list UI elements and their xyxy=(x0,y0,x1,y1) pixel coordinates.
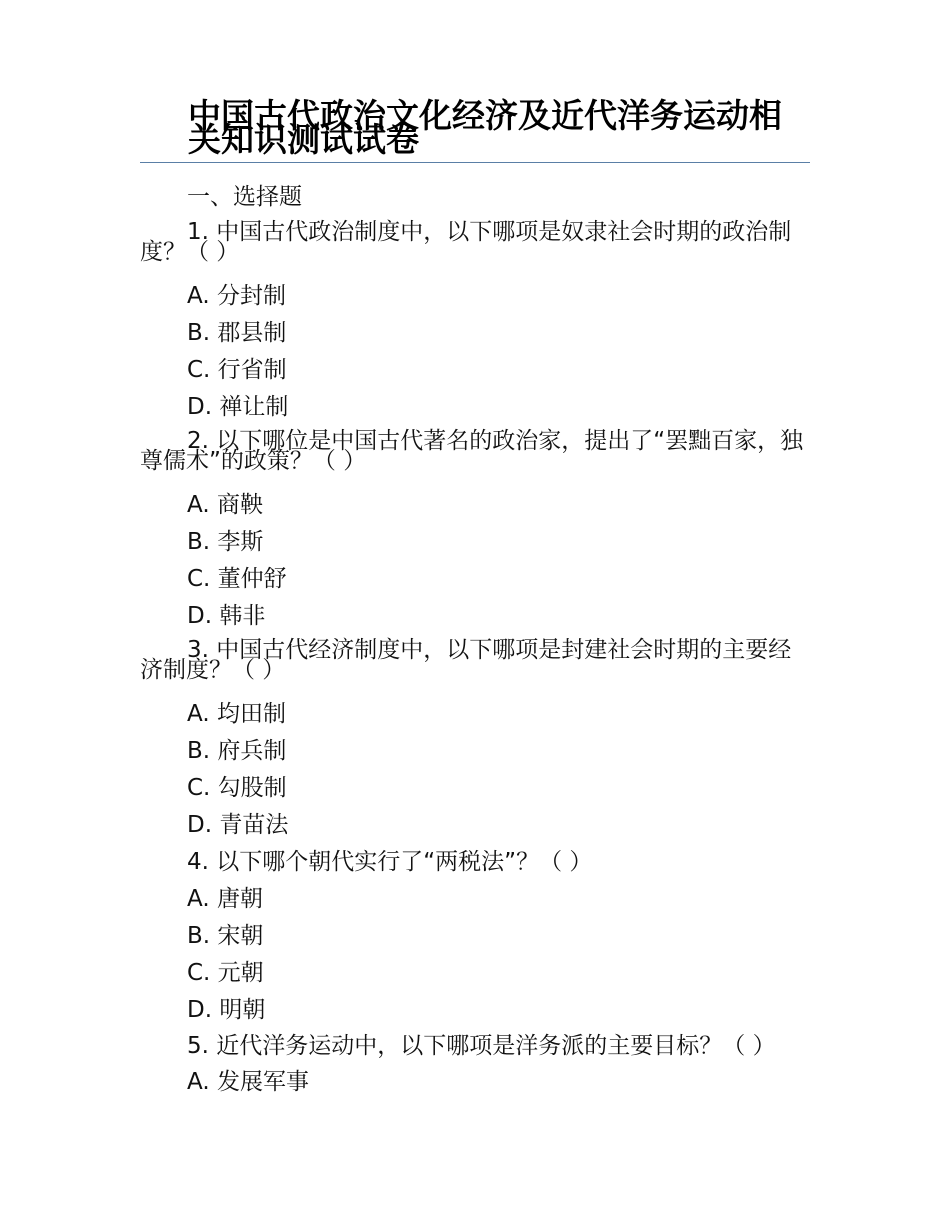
answer-option: D. 禅让制 xyxy=(187,394,289,420)
answer-option: C. 勾股制 xyxy=(187,775,287,801)
answer-option: D. 明朝 xyxy=(187,997,266,1023)
question-block xyxy=(140,428,810,629)
question-block xyxy=(140,637,810,838)
answer-option: D. 青苗法 xyxy=(187,812,289,838)
answer-option: A. 唐朝 xyxy=(187,886,263,912)
answer-option: D. 韩非 xyxy=(187,603,266,629)
answer-option: A. 分封制 xyxy=(187,283,286,309)
answer-option: C. 董仲舒 xyxy=(187,566,287,592)
answer-option: A. 发展军事 xyxy=(187,1069,309,1095)
section-heading: 一、选择题 xyxy=(187,184,302,210)
answer-option: B. 李斯 xyxy=(187,529,264,555)
answer-option: B. 郡县制 xyxy=(187,320,287,346)
question-text: 3. 中国古代经济制度中，以下哪项是封建社会时期的主要经济制度？（ ） xyxy=(140,637,792,683)
answer-option: A. 商鞅 xyxy=(187,492,263,518)
question-block xyxy=(140,219,810,420)
answer-option: C. 元朝 xyxy=(187,960,264,986)
question-text: 2. 以下哪位是中国古代著名的政治家，提出了“罢黜百家，独尊儒术”的政策？（ ） xyxy=(140,428,804,474)
document-page xyxy=(140,0,810,1095)
answer-option: B. 府兵制 xyxy=(187,738,287,764)
question-text: 5. 近代洋务运动中，以下哪项是洋务派的主要目标？（ ） xyxy=(187,1033,776,1059)
document-title: 中国古代政治文化经济及近代洋务运动相关知识测试试卷 xyxy=(188,96,782,159)
question-text: 1. 中国古代政治制度中，以下哪项是奴隶社会时期的政治制度？（ ） xyxy=(140,219,792,265)
answer-option: A. 均田制 xyxy=(187,701,286,727)
question-block xyxy=(140,1034,810,1095)
answer-option: B. 宋朝 xyxy=(187,923,264,949)
question-block xyxy=(140,849,810,1023)
answer-option: C. 行省制 xyxy=(187,357,287,383)
title-divider xyxy=(140,162,810,163)
question-text: 4. 以下哪个朝代实行了“两税法”？（ ） xyxy=(187,849,593,875)
